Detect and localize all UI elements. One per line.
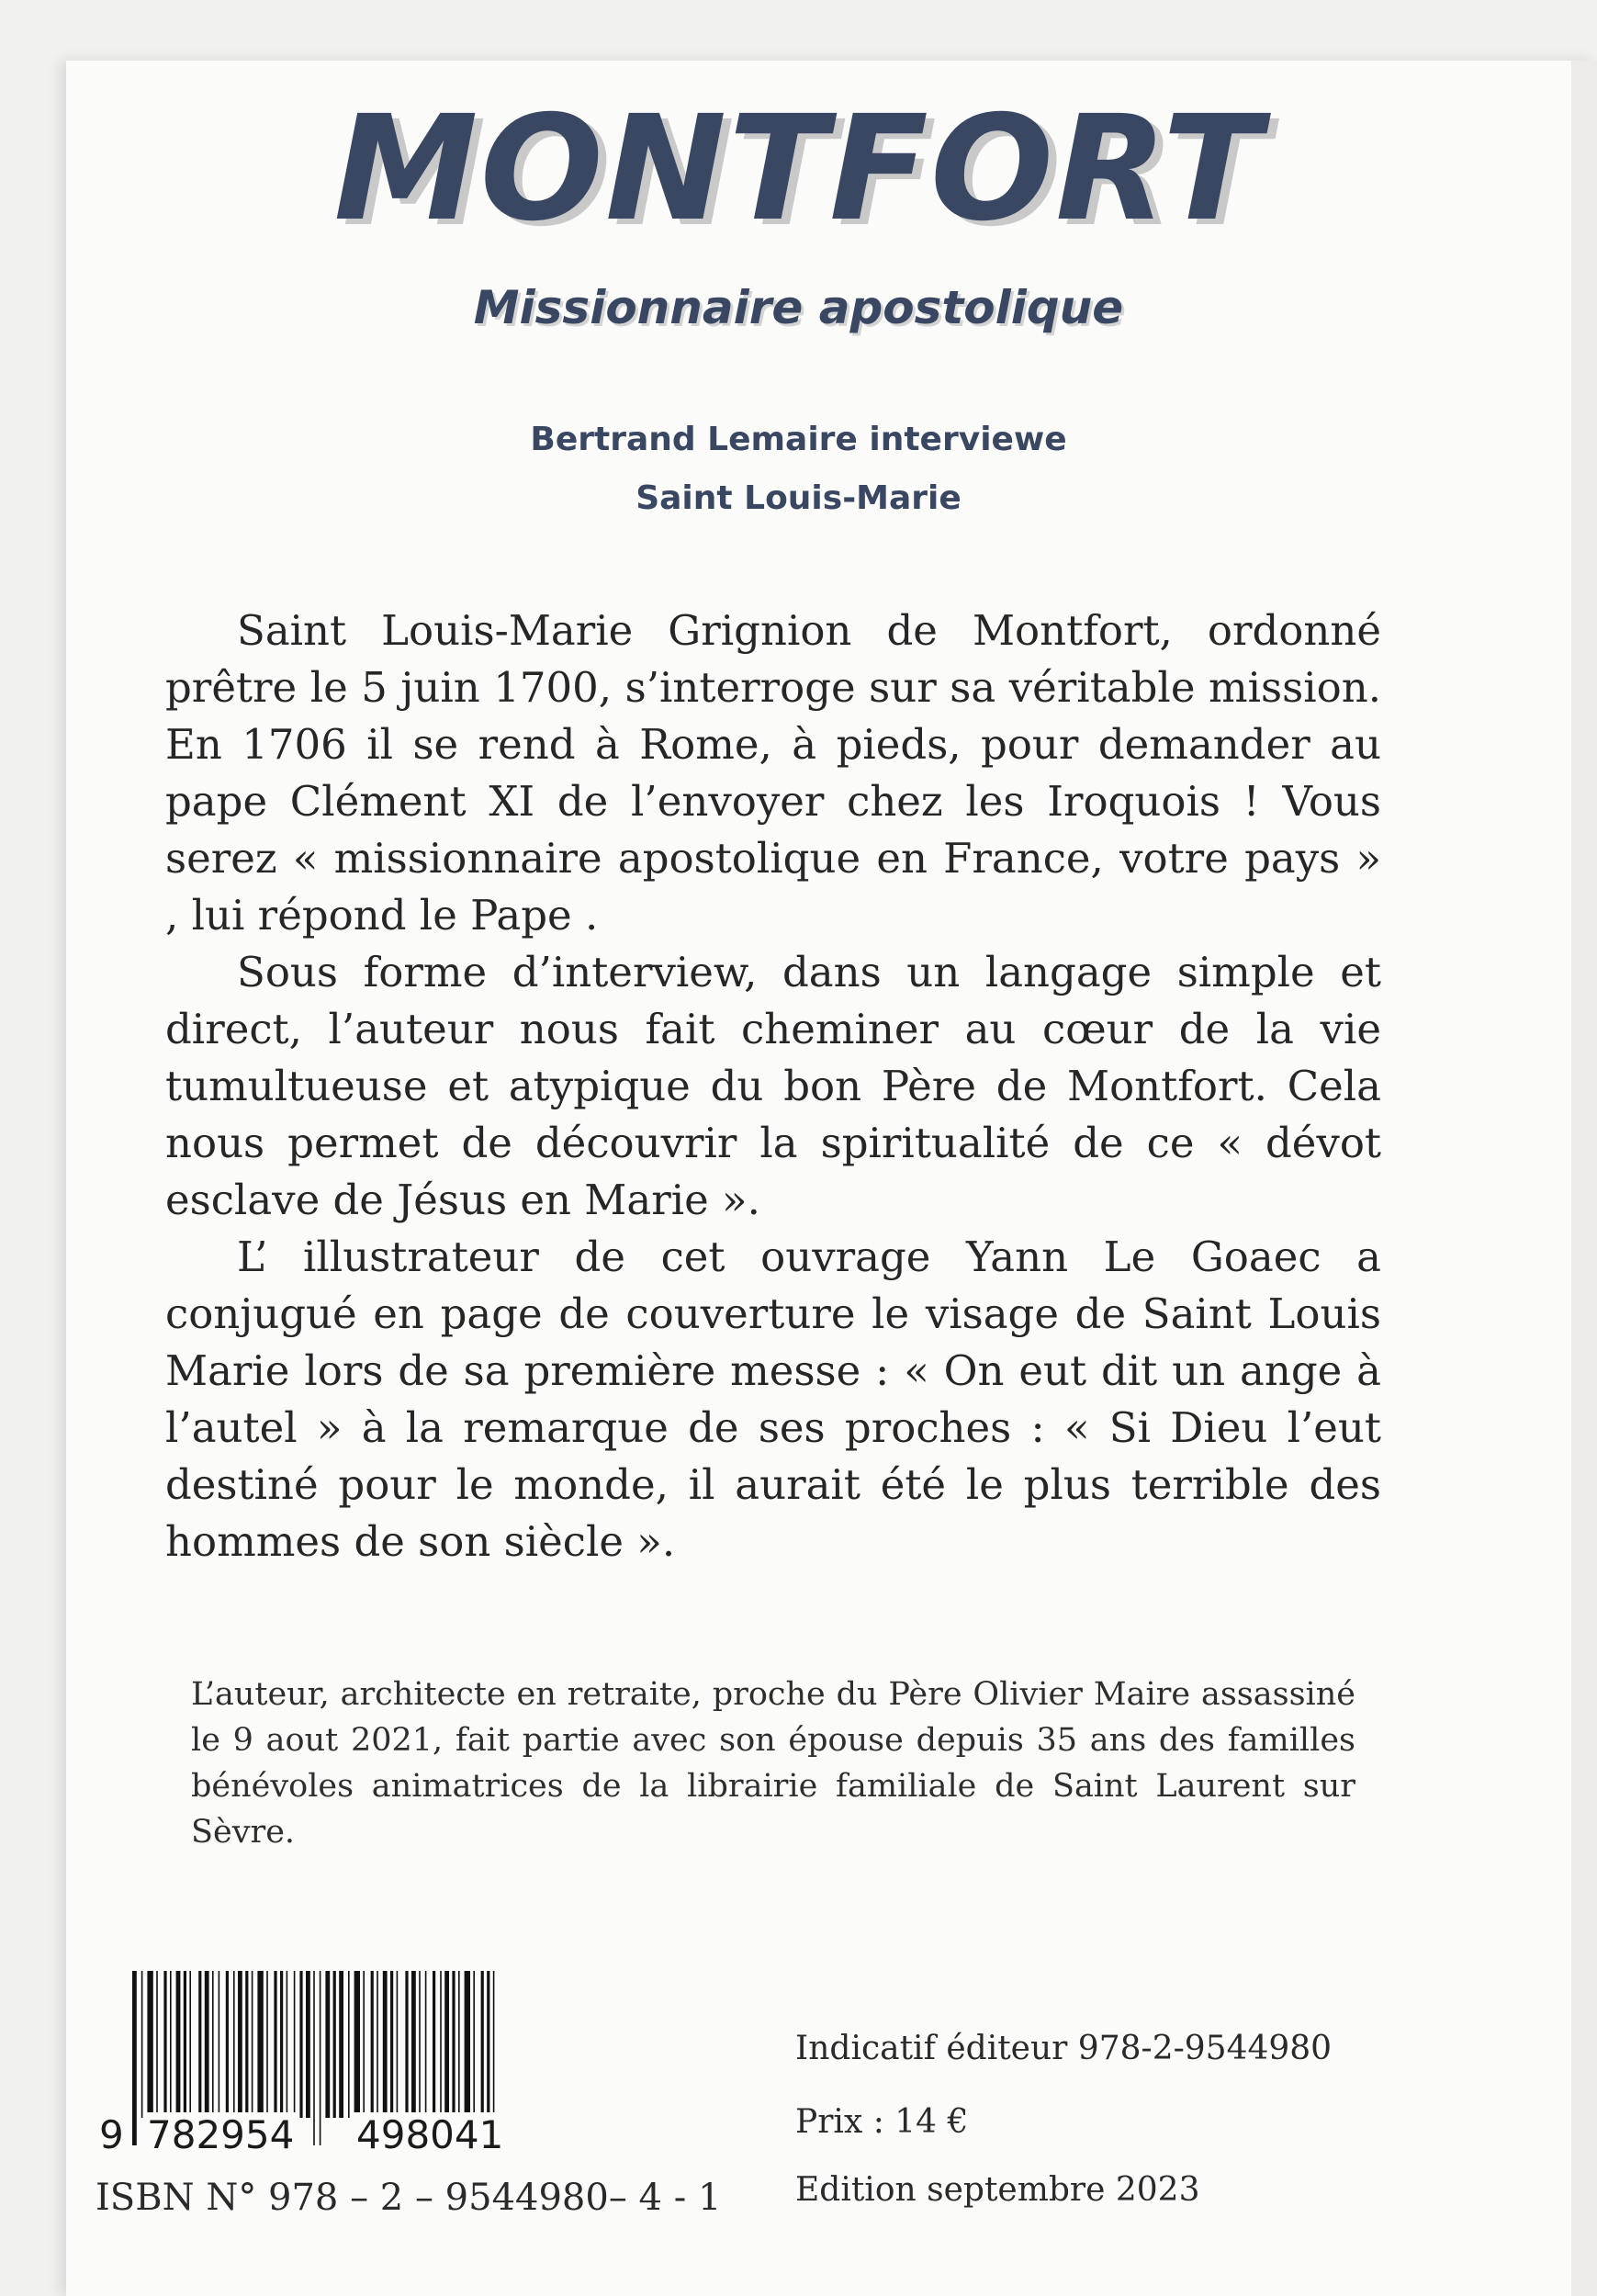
barcode-bar [274,1971,276,2118]
barcode-bar [299,1971,302,2118]
blurb-paragraph-3: L’ illustrateur de cet ouvrage Yann Le Goaec a conjugué en page de couverture le visage de Saint Louis Marie lors de sa première messe : « On eut dit un ange à l’autel » à la remarque de ses proches : « Si Dieu l’eut destiné pour le monde, il aurait été le plus terrible des hommes de son siècle ». [165,1232,1381,1566]
book-subtitle: Missionnaire apostolique [473,281,1124,334]
barcode-bar [266,1971,268,2118]
barcode-bar [205,1971,209,2118]
price-text: Prix : 14 € [795,2103,969,2141]
barcode-bar [325,1971,330,2118]
barcode-bar [354,1971,360,2118]
barcode-bar [198,1971,201,2118]
barcode-bar [458,1971,460,2118]
barcode-digit-prefix: 9 [96,2112,128,2157]
barcode-bar [156,1971,158,2118]
barcode-bar [280,1971,283,2118]
barcode-bar [397,1971,399,2118]
barcode-bar [465,1971,470,2118]
barcode-bar [226,1971,229,2118]
barcode-bar [433,1971,435,2118]
barcode-bar [473,1971,475,2118]
barcode-bar [163,1971,166,2118]
barcode-bar [238,1971,242,2118]
barcode-bar [481,1971,484,2118]
barcode-bar [212,1971,214,2118]
barcode-bar [339,1971,343,2118]
barcode-bar [390,1971,393,2118]
publisher-indicatif: Indicatif éditeur 978-2-9544980 [795,2030,1333,2067]
cover-edge [1571,61,1597,2296]
barcode-bar [452,1971,455,2118]
barcode-digits-left: 782954 [143,2112,298,2157]
barcode-bar [147,1971,152,2118]
barcode-bar [189,1971,191,2118]
blurb-paragraph-2: Sous forme d’interview, dans un langage simple et direct, l’auteur nous fait cheminer au cœur de la vie tumultueuse et atypique du bon Père de Montfort. Cela nous permet de découvrir la spiritualité de ce « dévot esclave de Jésus en Marie ». [165,948,1381,1224]
barcode-bar [487,1971,489,2118]
barcode-digits-right: 498041 [353,2112,507,2157]
barcode-bar [245,1971,248,2118]
barcode-bar [348,1971,350,2118]
barcode-bar [287,1971,288,2118]
barcode-bar [411,1971,416,2118]
barcode-bar [294,1971,296,2118]
barcode-bar [252,1971,253,2118]
barcode-bar [257,1971,263,2118]
barcode-digits [96,2112,527,2167]
barcode-bar [141,1971,143,2118]
isbn-text: ISBN N° 978 – 2 – 9544980– 4 - 1 [96,2177,722,2219]
author-bio: L’auteur, architecte en retraite, proche du Père Olivier Maire assassiné le 9 aout 2021, fait partie avec son épouse depuis 35 ans des familles bénévoles animatrices de la librairie familiale de Saint Laurent sur Sèvre. [191,1676,1355,1851]
barcode-bar [440,1971,442,2118]
barcode-bar [371,1971,374,2118]
barcode-bar [383,1971,388,2118]
blurb-paragraph-1: Saint Louis-Marie Grignion de Montfort, ordonné prêtre le 5 juin 1700, s’interroge sur sa véritable mission. En 1706 il se rend à Rome, à pieds, pour demander au pape Clément XI de l’envoyer chez les Iroquois ! Vous serez « missionnaire apostolique en France, votre pays » , lui répond le Pape . [165,606,1381,940]
barcode-bar [444,1971,449,2118]
book-title: MONTFORT [333,84,1264,253]
author-line-2: Saint Louis-Marie [635,479,962,517]
edition-text: Edition septembre 2023 [795,2171,1200,2209]
barcode-bar [419,1971,421,2118]
barcode-bar [363,1971,365,2118]
author-line-1: Bertrand Lemaire interviewe [530,421,1067,458]
barcode-bar [405,1971,408,2118]
blurb-text [165,602,1381,1570]
barcode-bar [176,1971,181,2118]
barcode-bar [233,1971,235,2118]
barcode-bar [219,1971,220,2118]
barcode-bar [306,1971,310,2118]
barcode-bar [377,1971,378,2118]
barcode-bar [333,1971,336,2118]
barcode-bar [184,1971,186,2118]
barcode-bar [425,1971,427,2118]
barcode-bar [170,1971,172,2118]
